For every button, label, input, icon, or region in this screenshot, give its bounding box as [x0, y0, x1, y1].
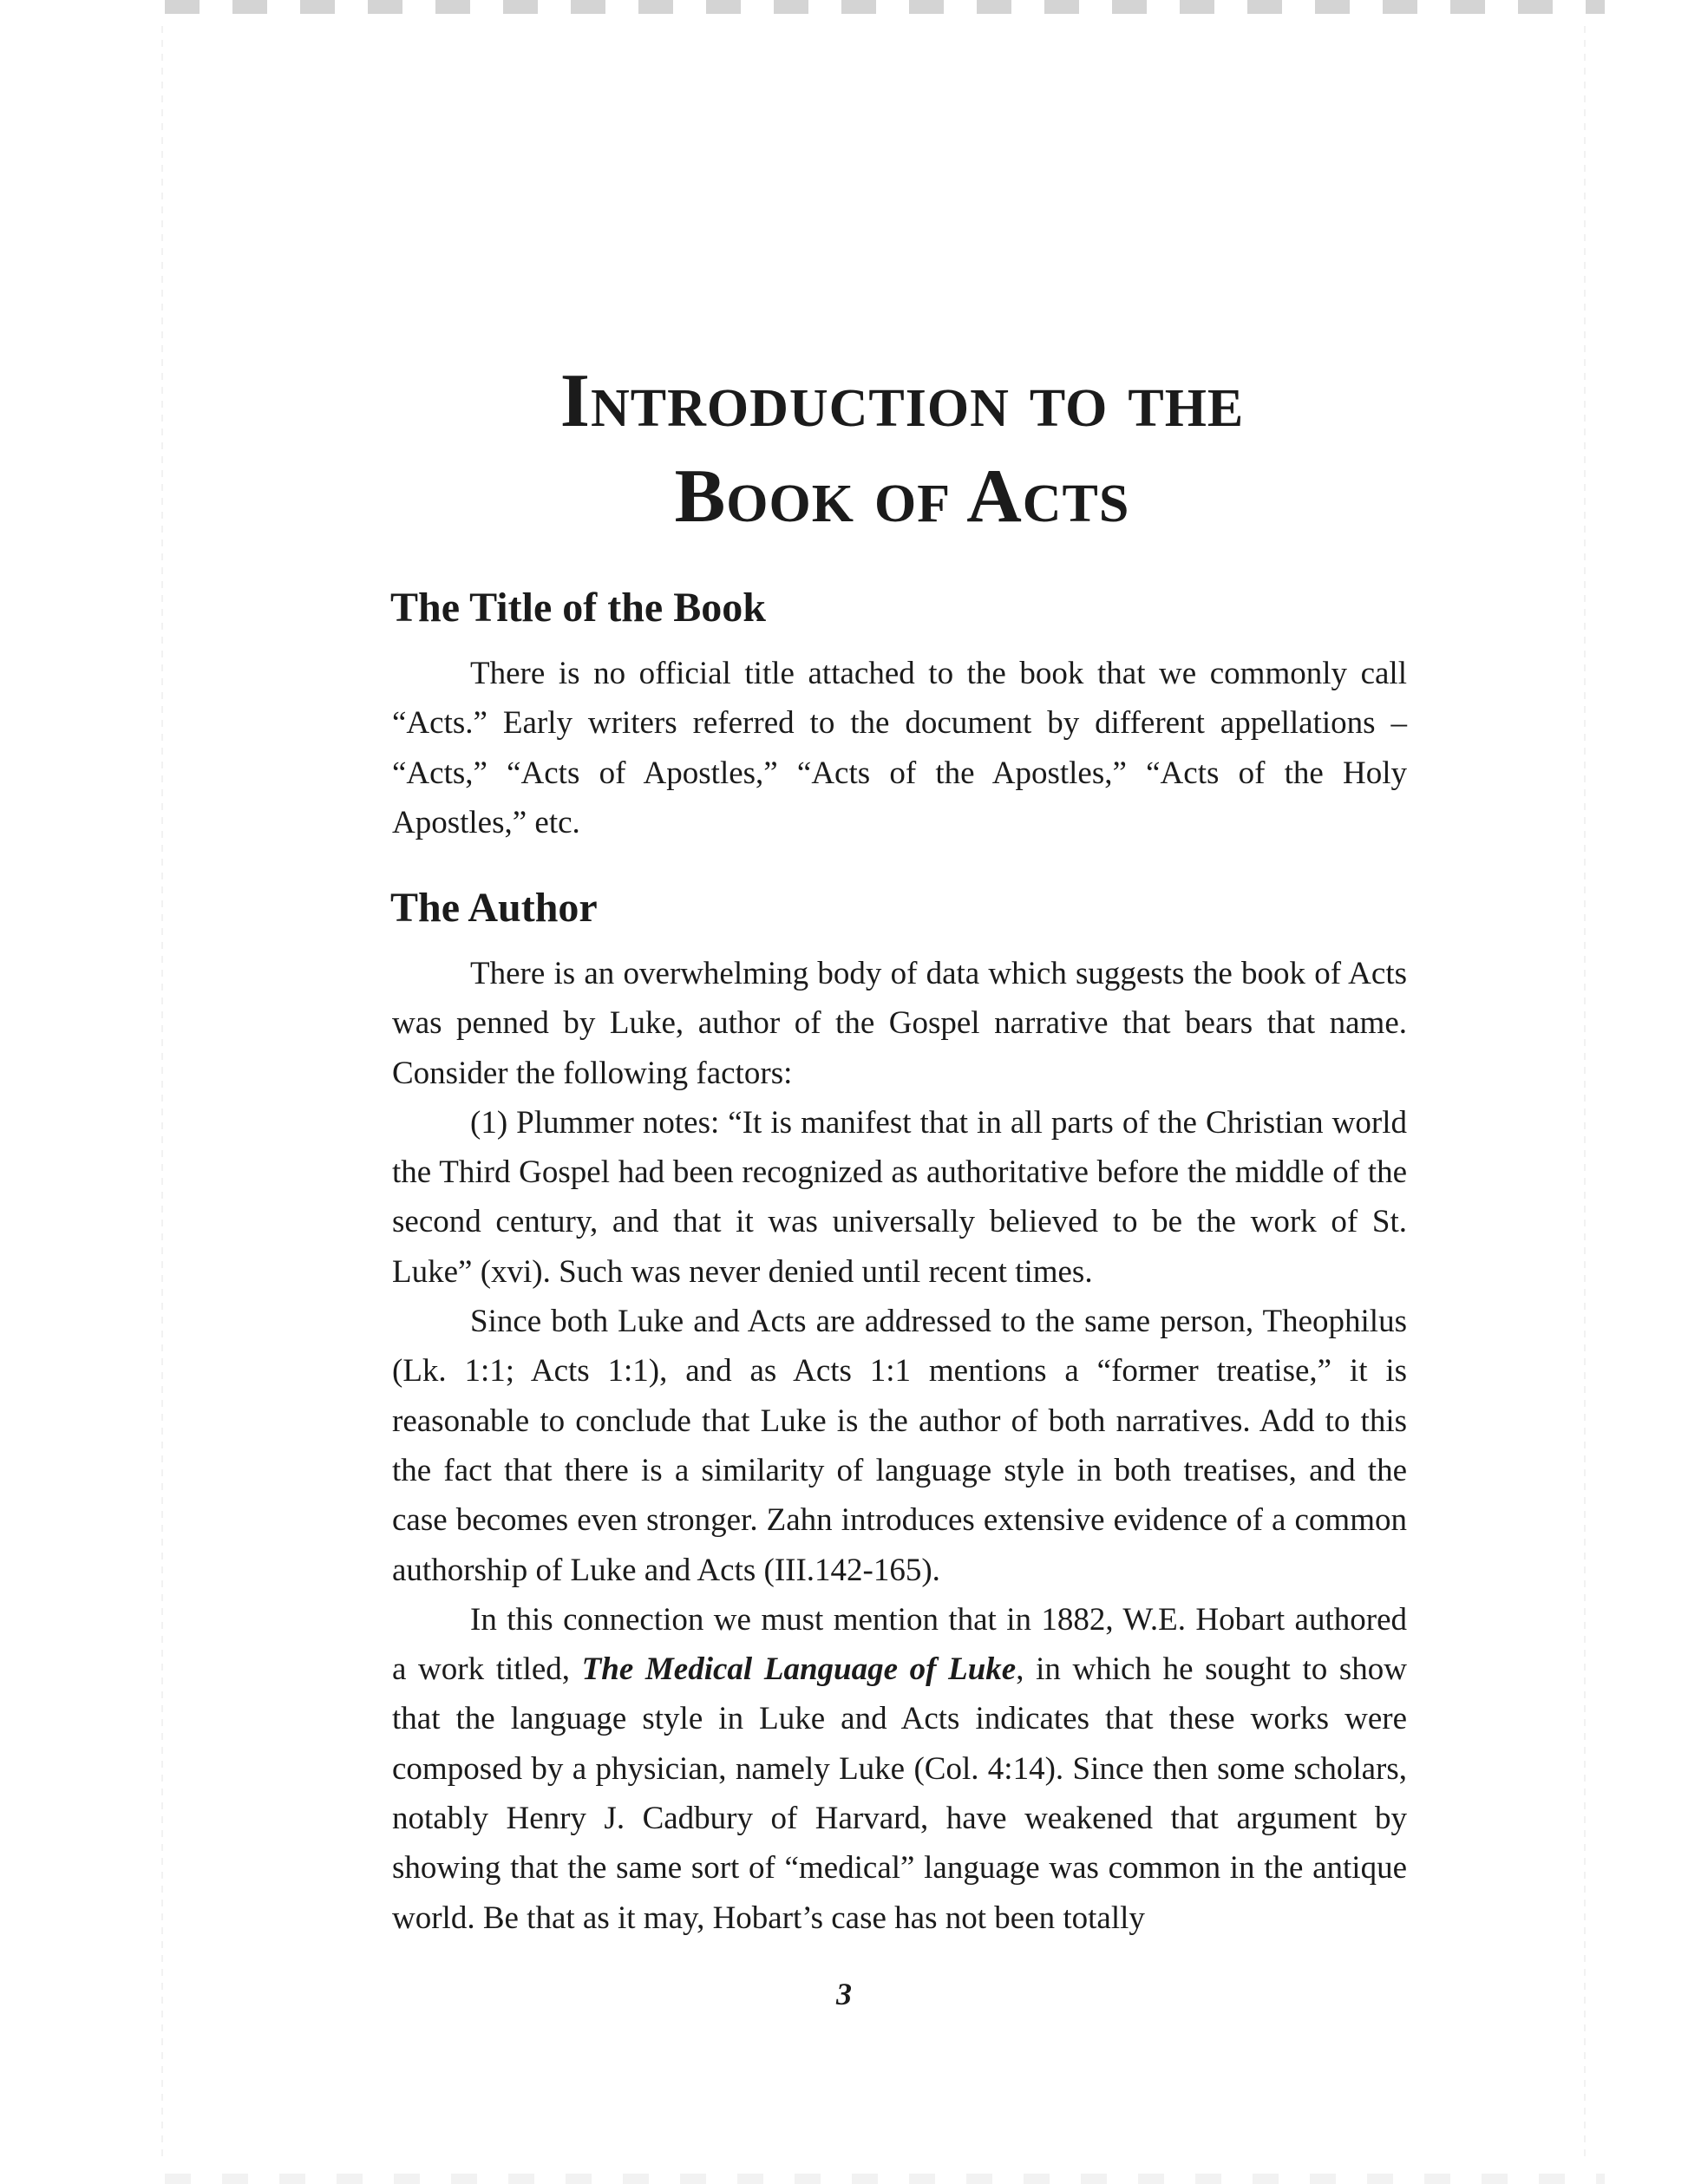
paragraph-text: , in which he sought to show that the language style in Luke and Acts indicates that these works were composed by a physician, namely Luke (Col. 4:14). Since then some scholars, notably Henry J. Cadbury of Harvard, have weakened that argument by showing that the same sort of “medical” language was common in the antique world. Be that as it may, Hobart’s case has not been totally [392, 1651, 1408, 1936]
paragraph-text: In this connection we must mention that in 1882, W.E. Hobart authored a work titled, [392, 1601, 1407, 1688]
section-body-title-of-book [392, 649, 1407, 847]
scan-edge-right [1584, 26, 1586, 2158]
page-number: 3 [836, 1977, 852, 2011]
paragraph: There is an overwhelming body of data which suggests the book of Acts was penned by Luke, author of the Gospel narrative that bears that name. Consider the following factors: [392, 956, 1407, 1091]
chapter-title-line-1: Introduction to the [559, 359, 1245, 443]
paragraph: (1) Plummer notes: “It is manifest that in all parts of the Christian world the Third Gospel had been recognized as authoritative before the middle of the second century, and that it was universally believed to be the work of St. Luke” (xvi). Such was never denied until recent times. [392, 1104, 1407, 1290]
chapter-title-line-2: Book of Acts [674, 454, 1130, 539]
paragraph [392, 1595, 1407, 1943]
chapter-title [347, 354, 1457, 545]
scan-edge-top [165, 0, 1605, 14]
scan-edge-bottom [165, 2174, 1605, 2184]
paragraph: There is no official title attached to the book that we commonly call “Acts.” Early writers referred to the document by different appellations – “Acts,” “Acts of Apostles,” “Acts of the Apostles,” “Acts of the Holy Apostles,” etc. [392, 656, 1407, 840]
section-heading-author: The Author [390, 885, 598, 931]
book-title: The Medical Language of Luke [581, 1651, 1017, 1688]
scan-edge-left [161, 26, 163, 2158]
section-body-author [392, 949, 1407, 1943]
paragraph: Since both Luke and Acts are addressed to the same person, Theophilus (Lk. 1:1; Acts 1:1), and as Acts 1:1 mentions a “former treatise,” it is reasonable to conclude that Luke is the author of both narratives. Add to this the fact that there is a similarity of language style in both treatises, and the case becomes even stronger. Zahn introduces extensive evidence of a common authorship of Luke and Acts (III.142-165). [392, 1304, 1407, 1588]
section-heading-title-of-book: The Title of the Book [390, 585, 766, 631]
